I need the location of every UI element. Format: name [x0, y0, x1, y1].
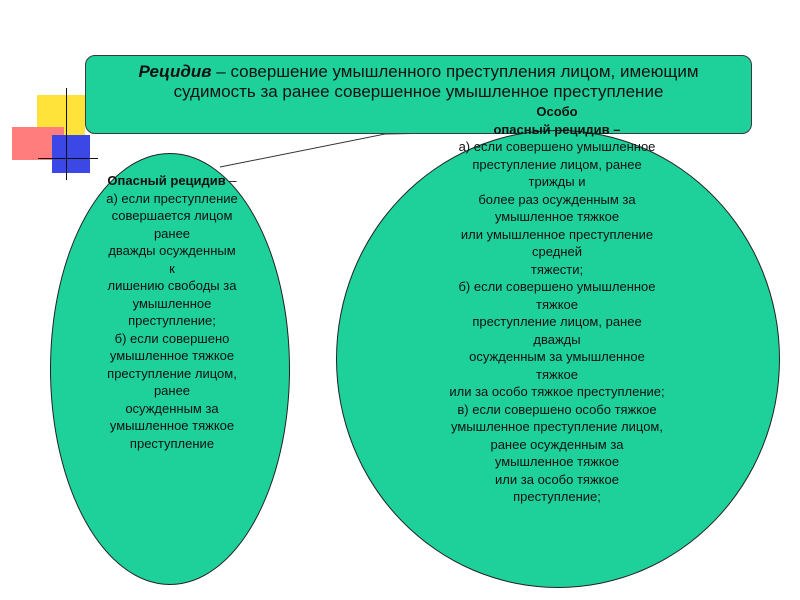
list-item: лишению свободы за [107, 278, 237, 293]
dangerous-recidivism-heading-line [72, 172, 272, 190]
definition-line-1 [86, 62, 751, 82]
list-item: ранее [153, 383, 191, 398]
list-item: умышленное тяжкое [109, 418, 235, 433]
dangerous-recidivism-heading: Опасный рецидив [107, 173, 226, 188]
list-item: или умышленное преступление [460, 226, 654, 242]
list-item: преступление лицом, ранее [472, 156, 642, 172]
connector-left [220, 134, 385, 167]
list-item: более раз осужденным за [478, 191, 636, 207]
list-item: умышленное тяжкое [109, 348, 235, 363]
list-item: ранее [153, 225, 191, 241]
list-item: б) если совершено умышленное [458, 279, 656, 294]
list-item: трижды и [528, 174, 586, 189]
list-item: преступление [129, 435, 215, 451]
list-item: преступление; [128, 313, 216, 328]
list-item: тяжкое [536, 296, 578, 312]
definition-term: Рецидив [138, 62, 212, 81]
list-item: ранее осужденным за [490, 436, 624, 452]
list-item: тяжести; [530, 261, 584, 277]
list-item: а) если совершено умышленное [458, 139, 656, 154]
list-item: умышленное тяжкое [494, 209, 620, 224]
heading-dash: – [225, 173, 237, 188]
list-item: совершается лицом [111, 208, 233, 223]
especially-dangerous-heading-1: Особо [536, 104, 578, 119]
list-item: к [169, 260, 175, 276]
list-item: преступление лицом, ранее [472, 314, 642, 329]
list-item: или за особо тяжкое преступление; [449, 384, 665, 399]
list-item: умышленное [132, 295, 212, 311]
list-item: а) если преступление [106, 190, 238, 206]
definition-text: – совершение умышленного преступления лицом, имеющим [211, 62, 699, 81]
list-item: преступление; [513, 489, 601, 504]
list-item: дважды осужденным [108, 243, 236, 258]
list-item: осужденным за умышленное [469, 349, 645, 364]
list-item: преступление лицом, [107, 365, 237, 381]
especially-dangerous-heading-2: опасный рецидив – [493, 121, 621, 137]
list-item: умышленное преступление лицом, [451, 419, 663, 434]
list-item: в) если совершено особо тяжкое [457, 401, 657, 417]
list-item: тяжкое [536, 366, 578, 382]
especially-dangerous-recidivism-text [400, 103, 714, 506]
list-item: или за особо тяжкое [495, 471, 619, 487]
list-item: средней [532, 244, 582, 259]
definition-line-2: судимость за ранее совершенное умышленное преступление [173, 82, 664, 101]
dangerous-recidivism-text [72, 172, 272, 452]
list-item: дважды [533, 331, 581, 347]
list-item: б) если совершено [114, 330, 230, 346]
list-item: умышленное тяжкое [494, 454, 620, 469]
list-item: осужденным за [125, 400, 219, 416]
